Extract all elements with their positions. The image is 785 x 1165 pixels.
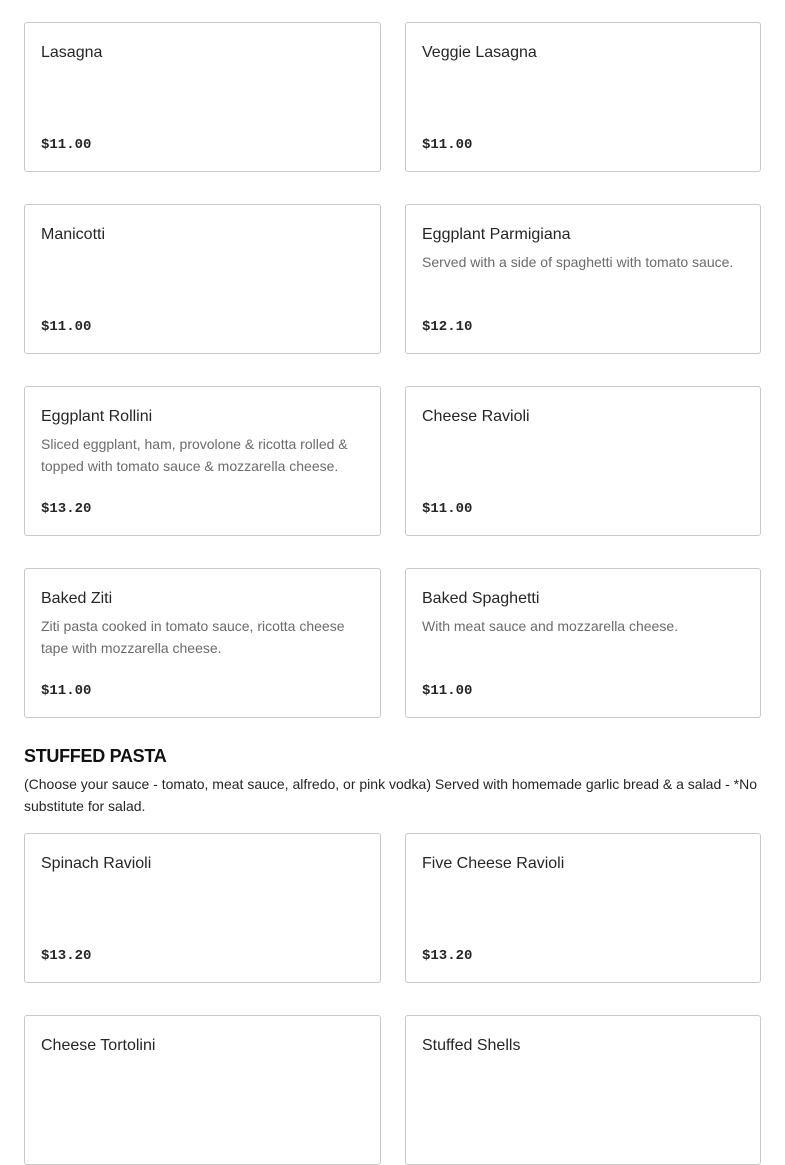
menu-item-card[interactable] [405,386,761,536]
menu-item-card[interactable] [24,568,381,718]
menu-item-price: $11.00 [41,683,92,699]
menu-item-description: With meat sauce and mozzarella cheese. [422,618,679,634]
menu-item-card[interactable] [405,22,761,172]
menu-item-price: $13.20 [41,948,92,964]
menu-item-price: $11.00 [41,137,92,153]
menu-item-card[interactable] [24,386,381,536]
menu-item-name: Baked Spaghetti [422,590,540,607]
menu-item-price: $11.00 [422,501,473,517]
menu-item-card[interactable] [405,833,761,983]
menu-item-description: Ziti pasta cooked in tomato sauce, ricotta cheese tape with mozzarella cheese. [41,618,345,656]
menu-item-card[interactable] [405,568,761,718]
menu-item-price: $11.00 [422,683,473,699]
menu-item-card[interactable] [405,1015,761,1165]
menu-item-card[interactable] [24,1015,381,1165]
menu-item-name: Manicotti [41,226,106,243]
menu-item-name: Eggplant Parmigiana [422,226,571,243]
menu-item-card[interactable] [24,204,381,354]
menu-item-card[interactable] [405,204,761,354]
menu-item-name: Veggie Lasagna [422,44,537,61]
menu-item-price: $12.10 [422,319,473,335]
menu-item-price: $11.00 [422,137,473,153]
menu-grid-baked [24,22,761,718]
menu-item-card[interactable] [24,833,381,983]
menu-item-description: Served with a side of spaghetti with tomato sauce. [422,254,734,270]
menu-item-card[interactable] [24,22,381,172]
menu-item-price: $11.00 [41,319,92,335]
menu-item-name: Lasagna [41,44,103,61]
menu-item-name: Cheese Ravioli [422,408,530,425]
section-title: STUFFED PASTA [24,746,167,766]
menu-item-price: $13.20 [41,501,92,517]
menu-item-name: Spinach Ravioli [41,855,152,872]
menu-item-price: $13.20 [422,948,473,964]
menu-item-name: Five Cheese Ravioli [422,855,565,872]
menu-item-description: Sliced eggplant, ham, provolone & ricotta rolled & topped with tomato sauce & mozzarella cheese. [41,436,348,474]
menu-item-name: Eggplant Rollini [41,408,153,425]
section-description: (Choose your sauce - tomato, meat sauce, alfredo, or pink vodka) Served with homemade garlic bread & a salad - *No substitute for salad. [24,776,758,814]
menu-item-name: Cheese Tortolini [41,1037,156,1054]
menu-item-name: Stuffed Shells [422,1037,521,1054]
menu-item-name: Baked Ziti [41,590,113,607]
menu-grid-stuffed-pasta [24,833,761,1165]
menu-page [24,0,761,1165]
